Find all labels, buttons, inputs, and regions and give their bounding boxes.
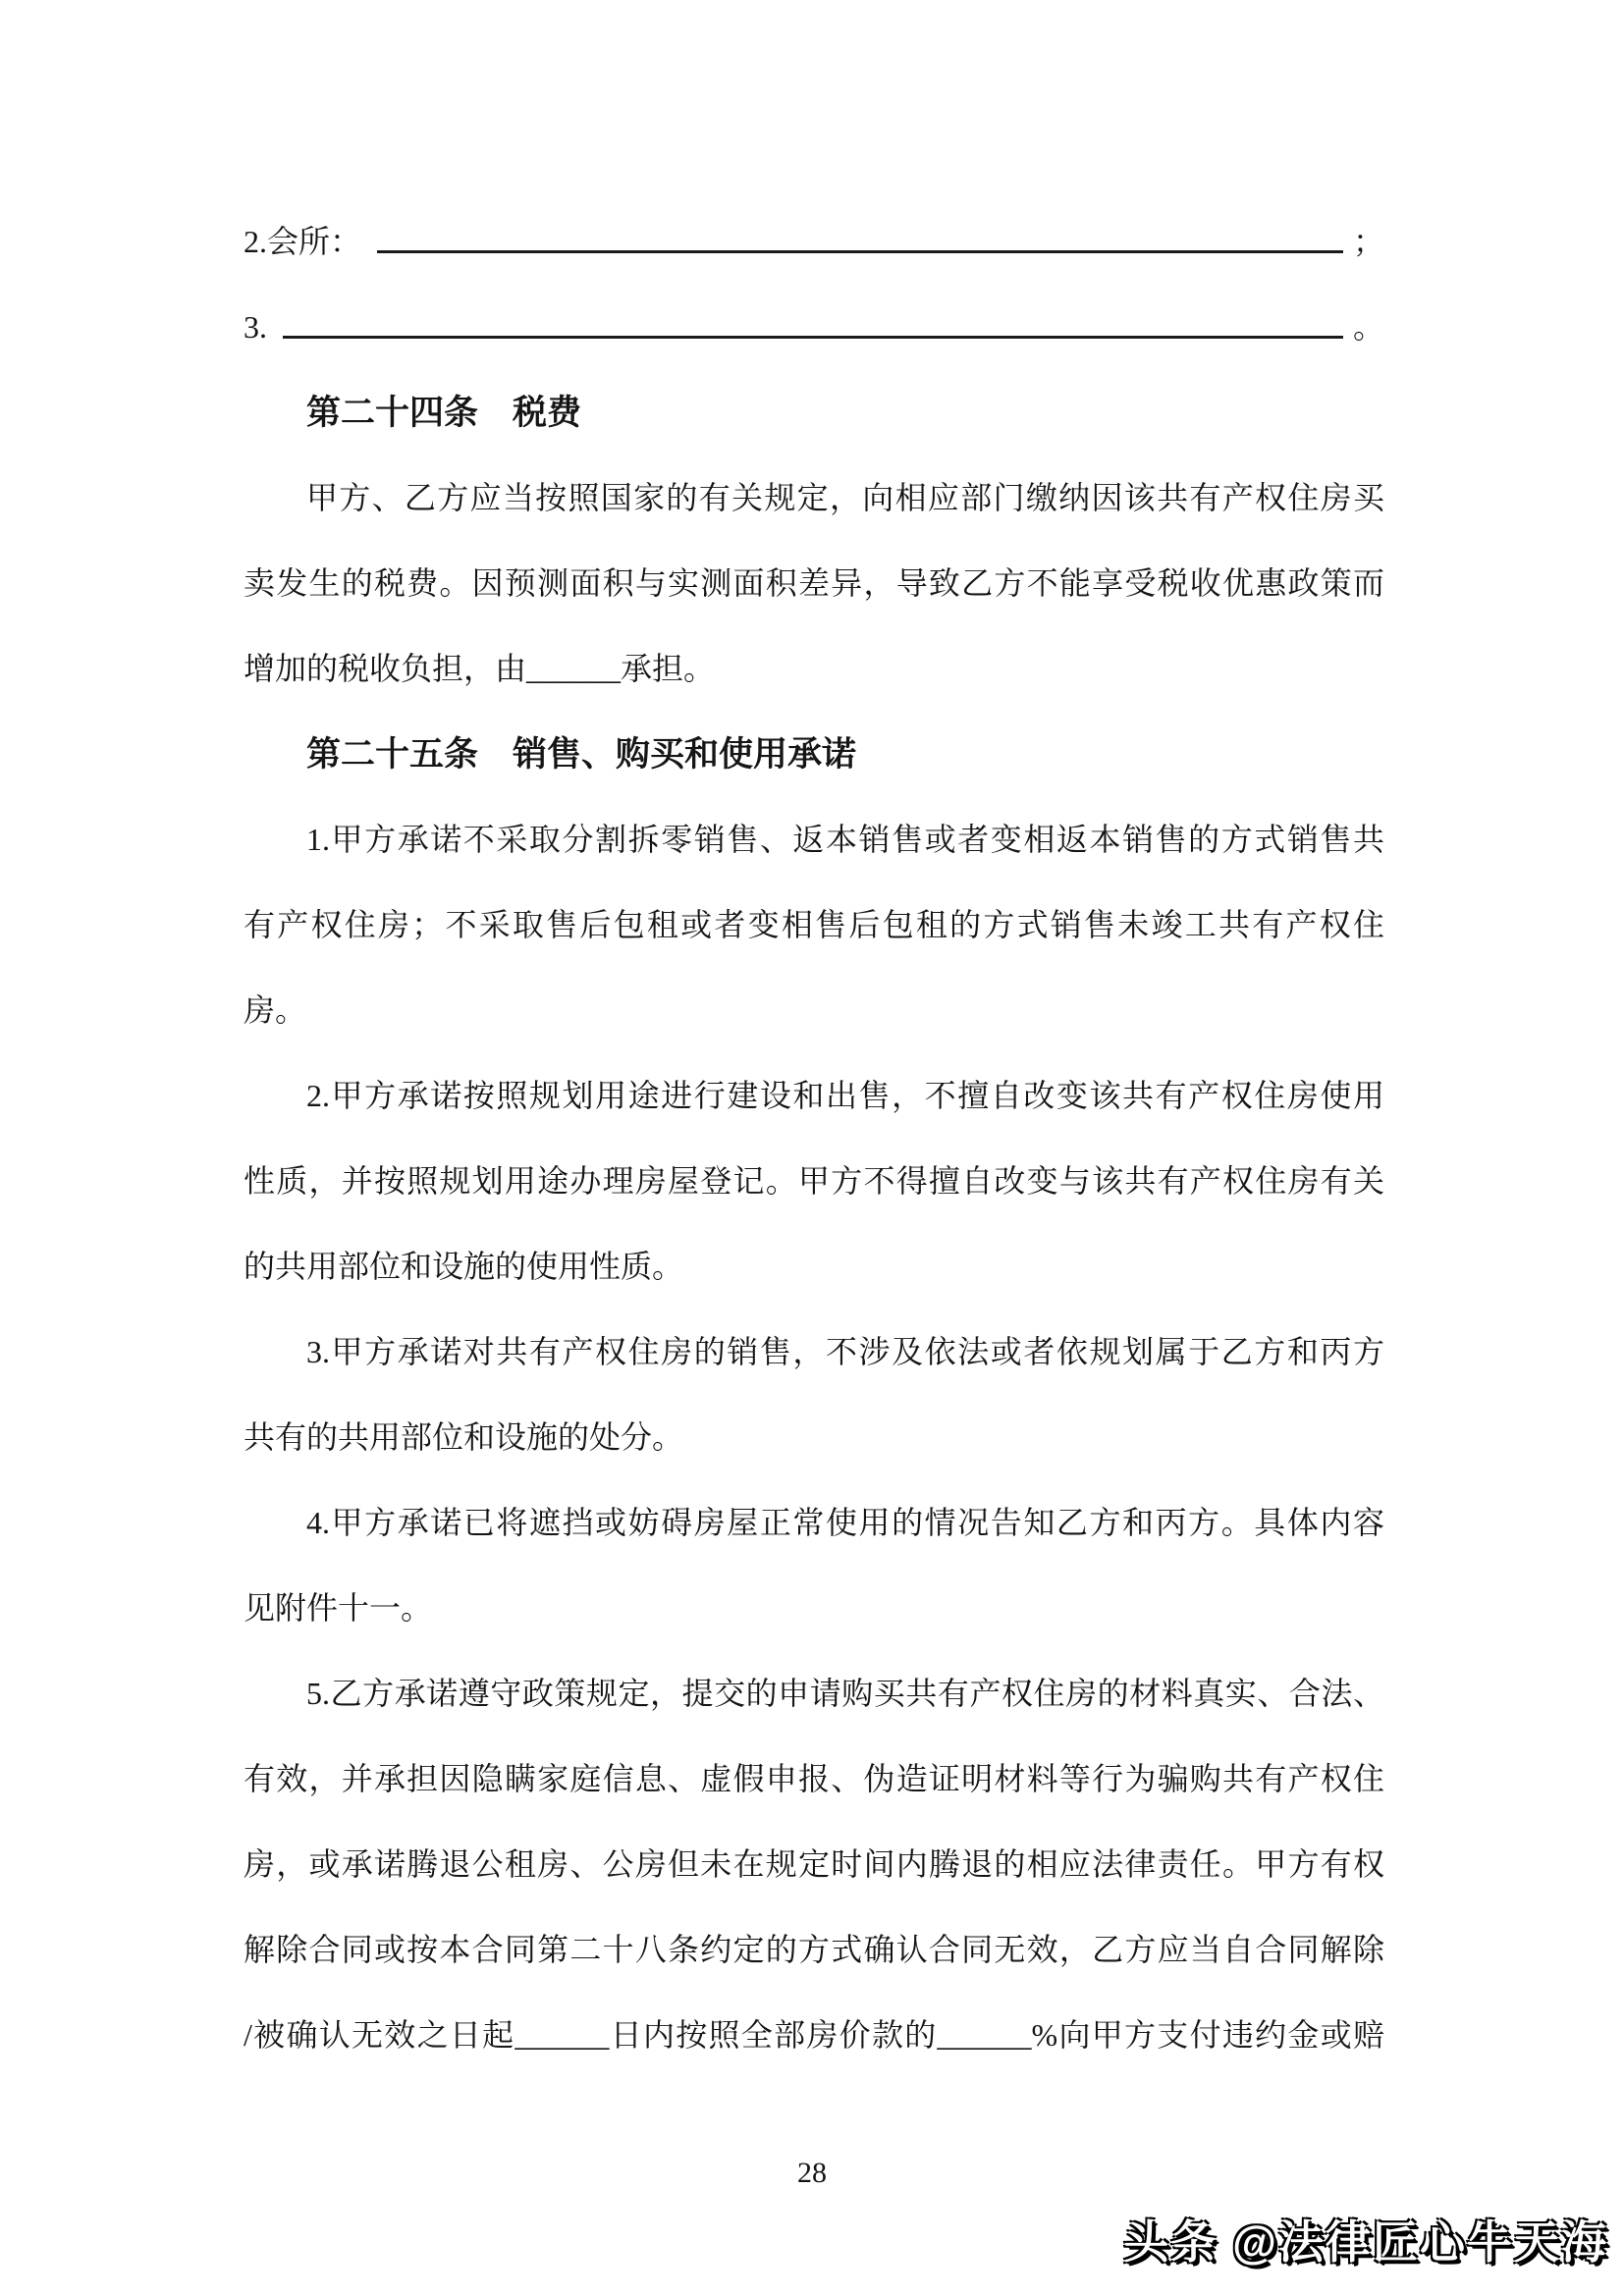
field-line-club — [244, 199, 1384, 285]
body-line: 卖发生的税费。因预测面积与实测面积差异，导致乙方不能享受税收优惠政策而 — [244, 565, 1384, 601]
field-line-item3 — [244, 285, 1384, 370]
body-line: 性质，并按照规划用途办理房屋登记。甲方不得擅自改变与该共有产权住房有关 — [244, 1163, 1384, 1199]
field-punctuation: ； — [1352, 224, 1384, 259]
body-line: 5.乙方承诺遵守政策规定，提交的申请购买共有产权住房的材料真实、合法、 — [306, 1676, 1384, 1711]
blank-underline — [283, 285, 1343, 339]
field-punctuation: 。 — [1352, 309, 1384, 345]
body-line: 2.甲方承诺按照规划用途进行建设和出售，不擅自改变该共有产权住房使用 — [306, 1078, 1384, 1113]
contract-text-block — [244, 199, 1384, 2078]
heading-article-25-commitments: 第二十五条 销售、购买和使用承诺 — [306, 735, 857, 774]
body-line: 有效，并承担因隐瞒家庭信息、虚假申报、伪造证明材料等行为骗购共有产权住 — [244, 1761, 1384, 1796]
body-line: 3.甲方承诺对共有产权住房的销售，不涉及依法或者依规划属于乙方和丙方 — [306, 1334, 1384, 1369]
body-line: 房。 — [244, 992, 307, 1028]
page-number: 28 — [797, 2157, 827, 2189]
heading-article-24-taxes: 第二十四条 税费 — [306, 394, 582, 432]
body-line: 增加的税收负担，由______承担。 — [244, 651, 716, 686]
body-line: 甲方、乙方应当按照国家的有关规定，向相应部门缴纳因该共有产权住房买 — [306, 480, 1384, 515]
body-line: 1.甲方承诺不采取分割拆零销售、返本销售或者变相返本销售的方式销售共 — [306, 822, 1384, 857]
body-line: /被确认无效之日起______日内按照全部房价款的______%向甲方支付违约金或赔 — [244, 2017, 1384, 2053]
body-line: 解除合同或按本合同第二十八条约定的方式确认合同无效，乙方应当自合同解除 — [244, 1932, 1384, 1967]
blank-underline — [377, 199, 1343, 253]
watermark-toutiao-credit: 头条 @法律匠心牛天海 — [1123, 2216, 1608, 2268]
body-line: 的共用部位和设施的使用性质。 — [244, 1249, 684, 1284]
body-line: 见附件十一。 — [244, 1590, 433, 1626]
field-label: 2.会所： — [244, 224, 362, 259]
field-label: 3. — [244, 309, 267, 345]
body-line: 共有的共用部位和设施的处分。 — [244, 1419, 684, 1455]
body-line: 有产权住房；不采取售后包租或者变相售后包租的方式销售未竣工共有产权住 — [244, 907, 1384, 942]
body-line: 4.甲方承诺已将遮挡或妨碍房屋正常使用的情况告知乙方和丙方。具体内容 — [306, 1505, 1384, 1540]
body-line: 房，或承诺腾退公租房、公房但未在规定时间内腾退的相应法律责任。甲方有权 — [244, 1846, 1384, 1882]
